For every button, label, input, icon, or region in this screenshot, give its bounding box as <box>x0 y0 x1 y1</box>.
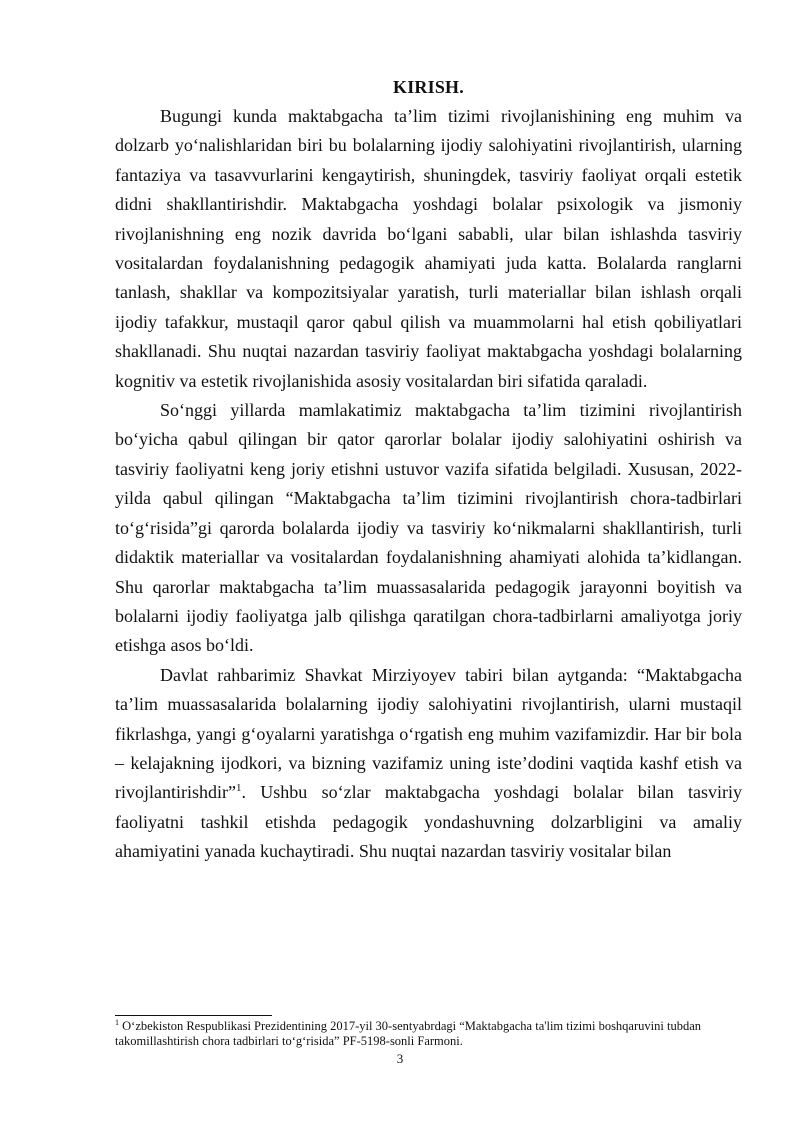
paragraph-3 <box>115 661 742 867</box>
paragraph-3-text-before: Davlat rahbarimiz Shavkat Mirziyoyev tabiri bilan aytganda: “Maktabgacha ta’lim muassasalarida bolalarning ijodiy salohiyatini rivojlantirish, ularni mustaqil fikrlashga, yangi g‘oyalarni yaratishga o‘rgatish eng muhim vazifamizdir. Har bir bola – kelajakning ijodkori, va bizning vazifamiz uning iste’dodini vaqtida kashf etish va rivojlantirishdir” <box>115 664 742 803</box>
paragraph-3-text-after: . Ushbu so‘zlar maktabgacha yoshdagi bolalar bilan tasviriy faoliyatni tashkil etishda pedagogik yondashuvning dolzarbligini va amaliy ahamiyatini yanada kuchaytiradi. Shu nuqtai nazardan tasviriy vositalar bilan <box>115 782 742 862</box>
footnote-mark: 1 <box>115 1017 119 1027</box>
footnote-separator <box>115 1015 272 1016</box>
footnote-text: O‘zbekiston Respublikasi Prezidentining 2017-yil 30-sentyabrdagi “Maktabgacha ta'lim tizimi boshqaruvini tubdan takomillashtirish chora tadbirlari to‘g‘risida” PF-5198-sonli Farmoni. <box>115 1019 701 1048</box>
footnote <box>115 1019 742 1049</box>
page-body <box>115 72 742 867</box>
footnote-reference[interactable]: 1 <box>235 782 242 795</box>
paragraph-1: Bugungi kunda maktabgacha ta’lim tizimi rivojlanishining eng muhim va dolzarb yo‘nalishlaridan biri bu bolalarning ijodiy salohiyatini rivojlantirish, ularning fantaziya va tasavvurlarini kengaytirish, shuningdek, tasviriy faoliyat orqali estetik didni shakllantirishdir. Maktabgacha yoshdagi bolalar psixologik va jismoniy rivojlanishning eng nozik davrida bo‘lgani sababli, ular bilan ishlashda tasviriy vositalardan foydalanishning pedagogik ahamiyati juda katta. Bolalarda ranglarni tanlash, shakllar va kompozitsiyalar yaratish, turli materiallar bilan ishlash orqali ijodiy tafakkur, mustaqil qaror qabul qilish va muammolarni hal etish qobiliyatlari shakllanadi. Shu nuqtai nazardan tasviriy faoliyat maktabgacha yoshdagi bolalarning kognitiv va estetik rivojlanishida asosiy vositalardan biri sifatida qaraladi. <box>115 106 742 391</box>
page-number: 3 <box>396 1051 404 1066</box>
paragraph-2: So‘nggi yillarda mamlakatimiz maktabgacha ta’lim tizimini rivojlantirish bo‘yicha qabul qilingan bir qator qarorlar bolalar ijodiy salohiyatini oshirish va tasviriy faoliyatni keng joriy etishni ustuvor vazifa sifatida belgiladi. Xususan, 2022-yilda qabul qilingan “Maktabgacha ta’lim tizimini rivojlantirish chora-tadbirlari to‘g‘risida”gi qarorda bolalarda ijodiy va tasviriy ko‘nikmalarni shakllantirish, turli didaktik materiallar va vositalardan foydalanishning ahamiyati alohida ta’kidlangan. Shu qarorlar maktabgacha ta’lim muassasalarida pedagogik jarayonni boyitish va bolalarni ijodiy faoliyatga jalb qilishga qaratilgan chora-tadbirlarni amaliyotga joriy etishga asos bo‘ldi. <box>115 400 742 656</box>
section-title: KIRISH. <box>393 77 464 97</box>
